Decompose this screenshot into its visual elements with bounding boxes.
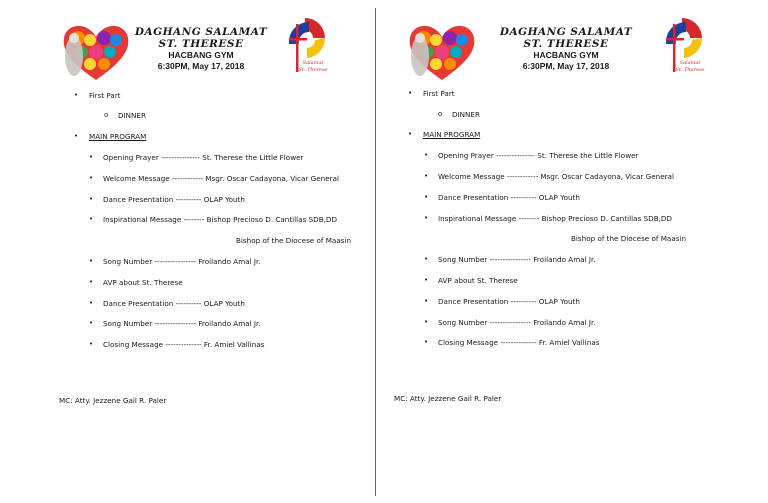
main-program-label: MAIN PROGRAM	[423, 130, 481, 139]
bullet: •	[89, 299, 94, 307]
rose-heart-image	[60, 22, 132, 82]
event-header	[491, 26, 641, 72]
program-item: Welcome Message ------------ Msgr. Oscar Cadayona, Vicar General	[438, 172, 674, 181]
first-part-label: First Part	[89, 91, 121, 100]
bullet: •	[74, 132, 79, 140]
program-item: AVP about St. Therese	[438, 276, 518, 285]
main-program-label: MAIN PROGRAM	[89, 132, 147, 141]
program-item: Opening Prayer --------------- St. Therese the Little Flower	[103, 153, 304, 162]
program-item: AVP about St. Therese	[103, 278, 183, 287]
program-item: Opening Prayer --------------- St. Therese the Little Flower	[438, 151, 639, 160]
bullet: •	[89, 174, 94, 182]
header-datetime: 6:30PM, May 17, 2018	[157, 61, 245, 71]
mc-line: MC: Atty. Jezzene Gail R. Paler	[59, 396, 167, 405]
mc-line: MC: Atty. Jezzene Gail R. Paler	[394, 394, 502, 403]
bullet: •	[424, 193, 429, 201]
bullet: •	[424, 214, 429, 222]
bullet: •	[408, 130, 413, 138]
header-venue: HACBANG GYM	[168, 50, 234, 60]
bullet: •	[89, 153, 94, 161]
program-item: Dance Presentation ---------- OLAP Youth	[103, 195, 245, 204]
event-header	[126, 26, 276, 72]
svg-text:St. Therese: St. Therese	[298, 67, 328, 73]
bullet: •	[424, 151, 429, 159]
dinner-label: DINNER	[118, 111, 146, 120]
header-line-2: ST. THERESE	[158, 38, 244, 50]
bullet: •	[424, 338, 429, 346]
program-item: Dance Presentation ---------- OLAP Youth	[438, 193, 580, 202]
program-item: Closing Message -------------- Fr. Amiel Vallinas	[103, 340, 265, 349]
program-item: Song Number ---------------- Froilando Amal Jr.	[438, 255, 596, 264]
program-item: Welcome Message ------------ Msgr. Oscar Cadayona, Vicar General	[103, 174, 339, 183]
program-item: Song Number ---------------- Froilando Amal Jr.	[103, 319, 261, 328]
bullet: •	[89, 278, 94, 286]
bullet: •	[424, 255, 429, 263]
bullet: •	[424, 172, 429, 180]
header-line-2: ST. THERESE	[523, 38, 609, 50]
svg-text:Salamat: Salamat	[679, 60, 701, 66]
bishop-title: Bishop of the Diocese of Maasin	[236, 236, 352, 245]
bullet: •	[424, 297, 429, 305]
svg-text:Salamat: Salamat	[302, 60, 324, 66]
header-datetime: 6:30PM, May 17, 2018	[522, 61, 610, 71]
program-item: Song Number ---------------- Froilando Amal Jr.	[438, 318, 596, 327]
salamat-st-therese-logo	[660, 14, 706, 80]
header-line-1: DAGHANG SALAMAT	[134, 26, 268, 38]
dinner-label: DINNER	[452, 110, 480, 119]
bullet: •	[424, 276, 429, 284]
program-item: Dance Presentation ---------- OLAP Youth	[438, 297, 580, 306]
program-copy-left	[0, 0, 380, 503]
program-item: Dance Presentation ---------- OLAP Youth	[103, 299, 245, 308]
first-part-label: First Part	[423, 89, 455, 98]
salamat-st-therese-logo	[283, 14, 329, 80]
svg-text:St. Therese: St. Therese	[675, 67, 705, 73]
bullet: •	[74, 91, 79, 99]
sub-bullet: o	[104, 111, 109, 119]
program-item: Inspirational Message -------- Bishop Precioso D. Cantillas SDB,DD	[438, 214, 672, 223]
sub-bullet: o	[438, 110, 443, 118]
bishop-title: Bishop of the Diocese of Maasin	[571, 234, 687, 243]
header-venue: HACBANG GYM	[533, 50, 599, 60]
bullet: •	[408, 89, 413, 97]
bullet: •	[424, 318, 429, 326]
bullet: •	[89, 195, 94, 203]
rose-heart-image	[406, 22, 478, 82]
header-line-1: DAGHANG SALAMAT	[499, 26, 633, 38]
program-copy-right	[334, 0, 714, 503]
program-item: Song Number ---------------- Froilando Amal Jr.	[103, 257, 261, 266]
program-item: Closing Message -------------- Fr. Amiel Vallinas	[438, 338, 600, 347]
bullet: •	[89, 215, 94, 223]
bullet: •	[89, 340, 94, 348]
bullet: •	[89, 257, 94, 265]
bullet: •	[89, 319, 94, 327]
program-item: Inspirational Message -------- Bishop Precioso D. Cantillas SDB,DD	[103, 215, 337, 224]
